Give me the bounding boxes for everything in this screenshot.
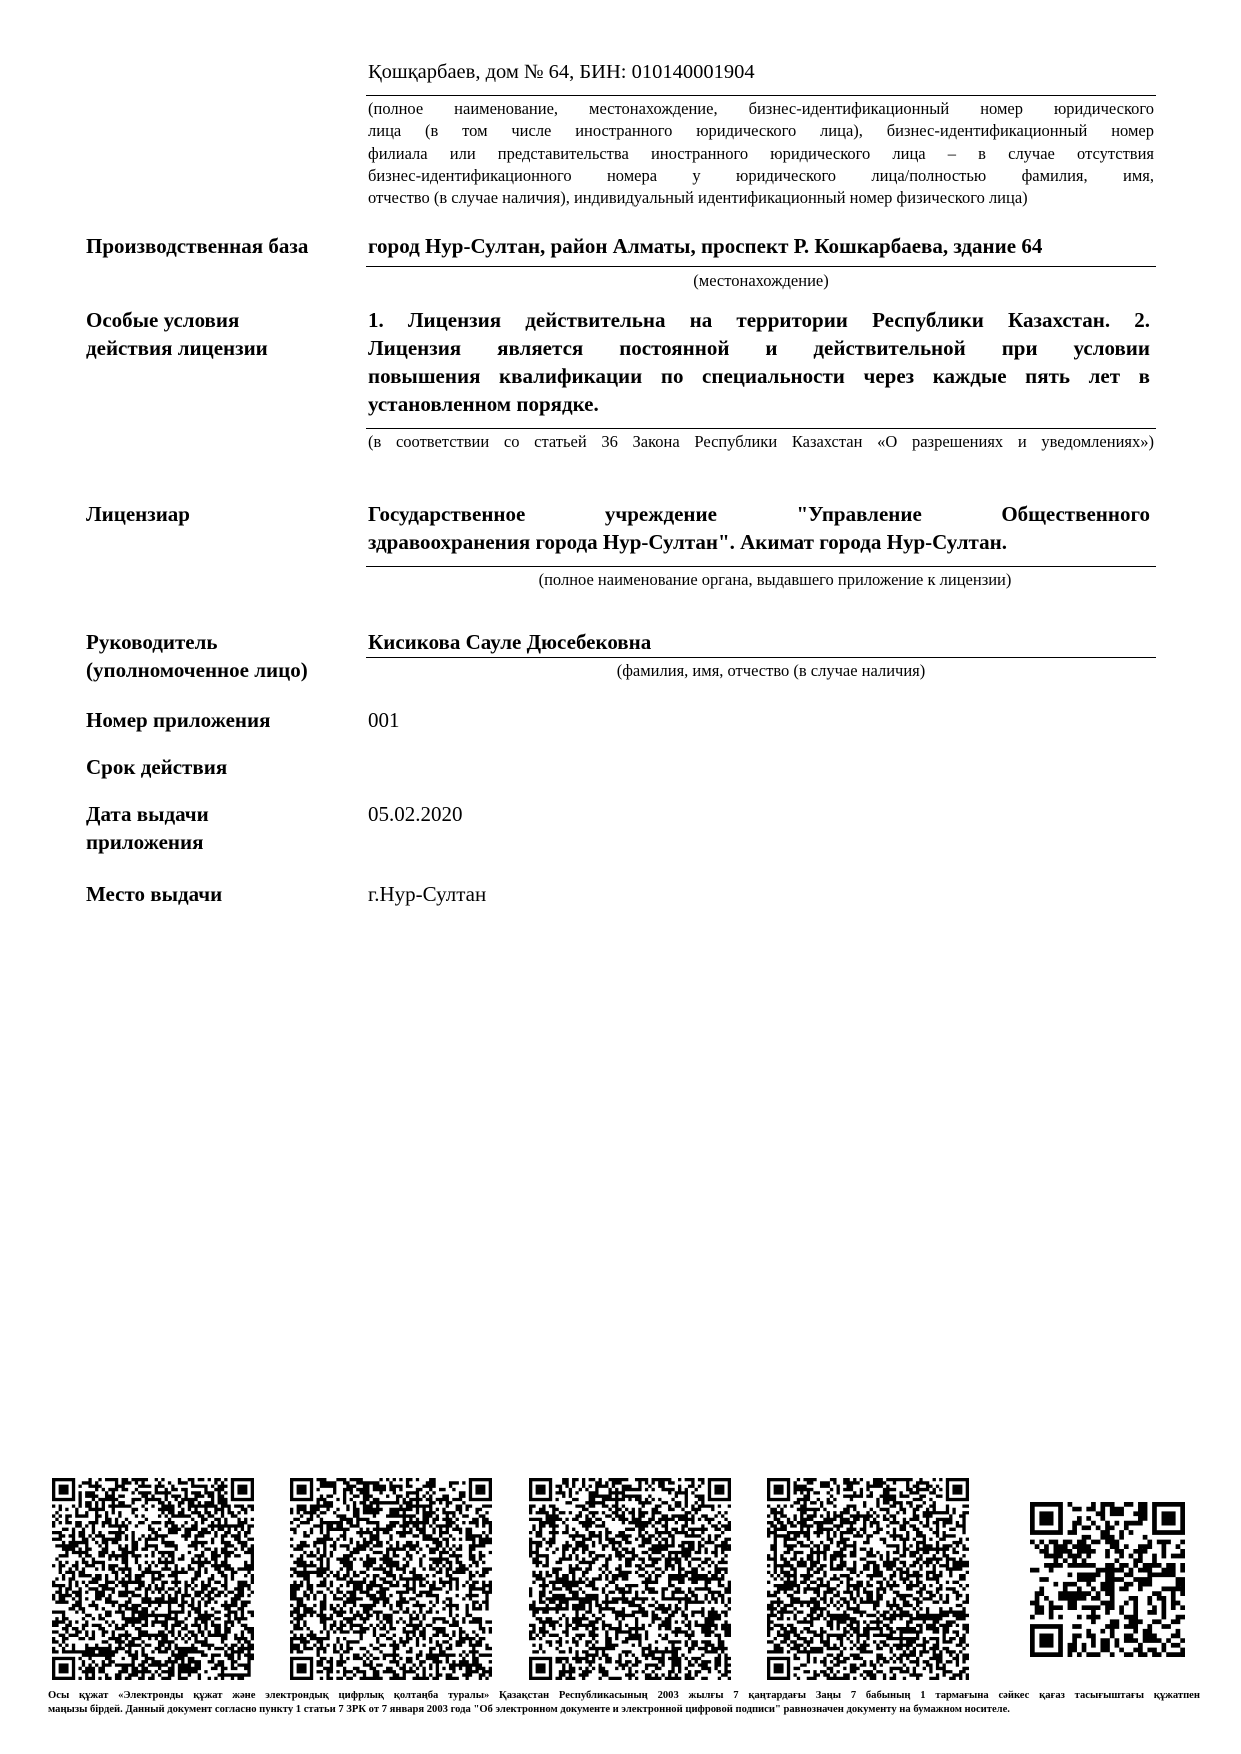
qr-code-icon: [529, 1478, 731, 1680]
head-value: Кисикова Сауле Дюсебековна: [368, 630, 652, 654]
licensor-line: здравоохранения города Нур-Султан". Акимат города Нур-Султан.: [368, 530, 1007, 554]
licensor-caption: (полное наименование органа, выдавшего приложение к лицензии): [538, 570, 1012, 589]
qr-code-icon: [52, 1478, 254, 1680]
qr-code-icon: [767, 1478, 969, 1680]
holder-note-line: филиала или представительства иностранного юридического лица – в случае отсутствия: [368, 143, 1154, 163]
footer-line: Осы құжат «Электронды құжат және электрондық цифрлық қолтаңба туралы» Қазақстан Республикасының 2003 жылғы 7 қаңтардағы Заңы 7 бабының 1 тармағына сәйкес қағаз тасығыштағы құжатпен: [48, 1690, 1200, 1701]
issue-place-value: г.Нур-Султан: [368, 882, 487, 906]
special-conditions-line: Лицензия является постоянной и действительной при условии: [368, 336, 1150, 360]
special-conditions-value: [368, 306, 1150, 418]
issue-date-label-line: Дата выдачи: [86, 802, 209, 826]
licensor-label: Лицензиар: [86, 502, 190, 526]
annex-number-label: Номер приложения: [86, 708, 271, 732]
licensor-underline: [366, 566, 1156, 567]
special-conditions-label: [86, 306, 356, 362]
holder-line: Қошқарбаев, дом № 64, БИН: 010140001904: [368, 61, 755, 83]
issue-date-value: 05.02.2020: [368, 802, 463, 826]
head-label-line: Руководитель: [86, 630, 218, 654]
holder-note-line: лица (в том числе иностранного юридического лица), бизнес-идентификационный номер: [368, 121, 1154, 141]
legal-footer: [48, 1689, 1200, 1717]
special-conditions-line: 1. Лицензия действительна на территории Республики Казахстан. 2.: [368, 308, 1150, 332]
footer-line: маңызы бірдей. Данный документ согласно пункту 1 статьи 7 ЗРК от 7 января 2003 года "Об электронном документе и электронной цифровой подписи" равнозначен документу на бумажном носителе.: [48, 1704, 1010, 1715]
head-label-line: (уполномоченное лицо): [86, 658, 308, 682]
holder-note-line: (полное наименование, местонахождение, бизнес-идентификационный номер юридического: [368, 99, 1154, 118]
special-conditions-label-line: Особые условия: [86, 308, 240, 332]
holder-note-line: отчество (в случае наличия), индивидуальный идентификационный номер физического лица): [368, 188, 1028, 208]
holder-underline: [366, 95, 1156, 96]
issue-place-label: Место выдачи: [86, 882, 223, 906]
production-base-label: Производственная база: [86, 234, 309, 258]
licensor-line: Государственное учреждение "Управление Общественного: [368, 502, 1150, 526]
head-caption: (фамилия, имя, отчество (в случае наличия): [616, 661, 926, 680]
licensor-value: [368, 500, 1150, 556]
special-conditions-line: установленном порядке.: [368, 392, 599, 416]
special-conditions-label-line: действия лицензии: [86, 336, 268, 360]
issue-date-label-line: приложения: [86, 830, 204, 854]
holder-note-line: бизнес-идентификационного номера у юридического лица/полностью фамилия, имя,: [368, 165, 1154, 185]
production-base-value: город Нур-Султан, район Алматы, проспект Р. Кошкарбаева, здание 64: [368, 234, 1043, 258]
special-conditions-line: повышения квалификации по специальности через каждые пять лет в: [368, 364, 1150, 388]
special-conditions-caption: (в соответствии со статьей 36 Закона Республики Казахстан «О разрешениях и уведомлениях»): [368, 432, 1154, 451]
qr-code-icon: [1030, 1502, 1185, 1657]
head-label: [86, 628, 356, 684]
special-conditions-underline: [366, 428, 1156, 429]
annex-number-value: 001: [368, 708, 400, 732]
validity-label: Срок действия: [86, 755, 228, 779]
qr-code-icon: [290, 1478, 492, 1680]
issue-date-label: [86, 800, 356, 856]
production-base-caption: (местонахождение): [693, 271, 829, 290]
head-underline: [366, 657, 1156, 658]
production-base-underline: [366, 266, 1156, 267]
holder-note: [368, 98, 1154, 209]
